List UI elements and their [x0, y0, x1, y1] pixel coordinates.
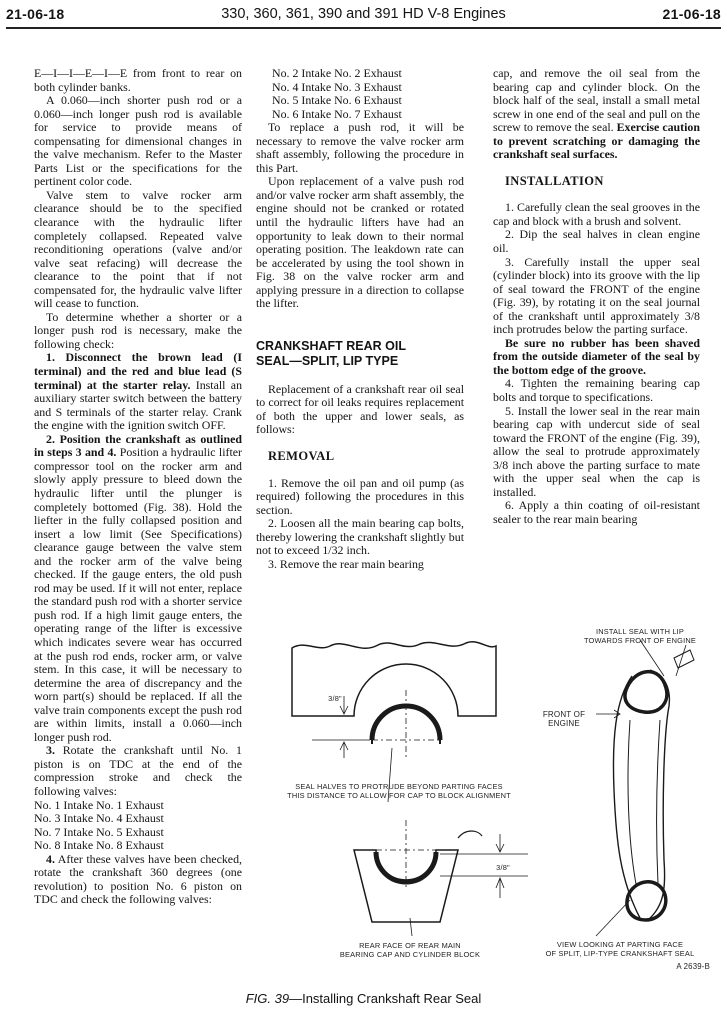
label-line: VIEW LOOKING AT PARTING FACE: [556, 940, 684, 949]
paragraph-text: cap, and remove the oil seal from the bearing cap and cylinder block. On the block half of the seal, install a small metal screw in one end of the seal and pull on the screw to remove the seal.: [493, 66, 700, 135]
step-4-text: After these valves have been checked, rotate the crankshaft 360 degrees (one revolution) to position No. 6 piston on TDC and check the following valves:: [34, 851, 242, 907]
installation-heading: INSTALLATION: [505, 173, 604, 188]
removal-step: 2. Loosen all the main bearing cap bolts, thereby lowering the crankshaft slightly but not to exceed 1/32 inch.: [256, 516, 464, 558]
install-step: 6. Apply a thin coating of oil-resistant sealer to the rear main bearing: [493, 498, 700, 526]
paragraph: Upon replacement of a valve push rod and/or valve rocker arm shaft assembly, the engine should not be cranked or rotated until the hydraulic lifters have had an opportunity to leak down to their normal operating position. The leakdown rate can be accelerated by using the tool shown in Fig. 38 on the valve rocker arm and applying pressure in a direction to collapse the lifter.: [256, 174, 464, 311]
valve-row: No. 5 Intake No. 6 Exhaust: [272, 93, 402, 108]
figure-label-view: [520, 940, 720, 958]
label-line: SEAL HALVES TO PROTRUDE BEYOND PARTING FACES: [295, 782, 503, 791]
figure-label-front: FRONT OF ENGINE: [542, 710, 586, 728]
paragraph: Replacement of a crankshaft rear oil seal to correct for oil leaks requires replacement of both the upper and lower seals, as follows:: [256, 381, 464, 437]
paragraph: E—I—I—E—I—E from front to rear on both cylinder banks.: [34, 66, 242, 94]
install-step: 3. Carefully install the upper seal (cylinder block) into its groove with the lip of seal toward the FRONT of the engine (Fig. 39), by rotating it on the seal journal of the crankshaft until approximately 3/8 inch protrudes below the parting surface.: [493, 254, 700, 337]
dimension-label-top: 3/8": [328, 694, 342, 703]
cylinder-block-outline: [292, 642, 496, 716]
paragraph: To replace a push rod, it will be necessary to remove the valve rocker arm shaft assembly, following the procedure in this Part.: [256, 120, 464, 175]
caution-text: Exercise caution to prevent scratching or damaging the crankshaft seal surfaces.: [493, 120, 700, 162]
step-3-heading: 3.: [46, 743, 55, 758]
valve-row: No. 8 Intake No. 8 Exhaust: [34, 838, 164, 853]
install-step: 1. Carefully clean the seal grooves in the cap and block with a brush and solvent.: [493, 200, 700, 228]
removal-heading: REMOVAL: [268, 449, 335, 464]
label-line: THIS DISTANCE TO ALLOW FOR CAP TO BLOCK ALIGNMENT: [287, 791, 511, 800]
section-title: CRANKSHAFT REAR OIL: [256, 338, 406, 353]
step-3-text: Rotate the crankshaft until No. 1 piston is on TDC at the end of the compression stroke and check the following valves:: [34, 743, 242, 798]
page-number-left: 21-06-18: [6, 6, 65, 22]
seal-side-view: [613, 650, 694, 920]
figure-number: FIG. 39: [245, 991, 290, 1006]
install-step: 2. Dip the seal halves in clean engine oil.: [493, 227, 700, 256]
warning-text: Be sure no rubber has been shaved from the outside diameter of the seal by the bottom edge of the groove.: [493, 335, 700, 377]
label-line: OF SPLIT, LIP-TYPE CRANKSHAFT SEAL: [545, 949, 695, 958]
paragraph: Valve stem to valve rocker arm clearance should be to the specified clearance with the hydraulic lifter completely collapsed. Repeated valve reconditioning operations (valve and/or valve seat refacing) will decrease the clearance to the point that if not compensated for, the hydraulic valve lifter will cease to function.: [34, 187, 242, 311]
figure-label-protrude: [268, 782, 530, 800]
valve-row: No. 4 Intake No. 3 Exhaust: [272, 79, 402, 94]
step-2-heading: 2. Position the crankshaft as outlined in steps 3 and 4.: [34, 431, 242, 460]
page-header-title: 330, 360, 361, 390 and 391 HD V-8 Engines: [221, 6, 506, 22]
step-4-heading: 4.: [46, 851, 55, 866]
figure-label-rear-face: [320, 941, 500, 959]
figure-label-lip: [560, 627, 720, 645]
label-line: BEARING CAP AND CYLINDER BLOCK: [339, 950, 481, 959]
label-line: TOWARDS FRONT OF ENGINE: [583, 636, 697, 645]
step-1-text: Install an auxiliary starter switch between the battery and S terminals of the starter relay. Crank the engine with the ignition switch OFF.: [34, 377, 243, 433]
paragraph: A 0.060—inch shorter push rod or a 0.060—inch longer push rod is available for service to provide means of compensating for dimensional changes in the valve mechanism. Refer to the Master Parts List or the specifications for the pertinent color code.: [34, 93, 242, 189]
figure-caption-text: —Installing Crankshaft Rear Seal: [289, 991, 482, 1006]
figure-reference: A 2639-B: [676, 962, 710, 971]
page-number-right: 21-06-18: [662, 6, 721, 22]
removal-step: 3. Remove the rear main bearing: [268, 556, 424, 571]
valve-row: No. 2 Intake No. 2 Exhaust: [272, 66, 402, 80]
valve-row: No. 3 Intake No. 4 Exhaust: [34, 811, 164, 826]
valve-row: No. 1 Intake No. 1 Exhaust: [34, 797, 164, 812]
install-step: 5. Install the lower seal in the rear main bearing cap with undercut side of seal toward the FRONT of the engine (Fig. 39), allow the seal to protrude approximately 3/8 inch above the parting surface to mate with the upper seal when the cap is installed.: [493, 403, 700, 499]
paragraph: To determine whether a shorter or a longer push rod is necessary, make the following check:: [34, 309, 242, 351]
section-title: SEAL—SPLIT, LIP TYPE: [256, 353, 399, 368]
dimension-label-bottom: 3/8": [496, 863, 510, 872]
figure-caption: [0, 991, 727, 1006]
valve-row: No. 7 Intake No. 5 Exhaust: [34, 824, 164, 839]
label-line: INSTALL SEAL WITH LIP: [595, 627, 685, 636]
install-step: 4. Tighten the remaining bearing cap bolts and torque to specifications.: [493, 376, 700, 405]
label-line: REAR FACE OF REAR MAIN: [359, 941, 461, 950]
step-1-heading: 1. Disconnect the brown lead (I terminal) and the red and blue lead (S terminal) at the starter relay.: [34, 350, 242, 392]
step-2-text: Position a hydraulic lifter compressor tool on the rocker arm and slowly apply pressure to bleed down the hydraulic lifter until the plunger is completely bottomed (Fig. 38). Hold the liefter in the fully collapsed position and insert a low limit (See Specifications) clearance gauge between the valve stem and the rocker arm of the valve being checked. If the gauge enters, the old push rod may be used. If it will not enter, replace the standard push rod with a shorter service push rod. If a high limit gauge enters, the operating range of the lifter is excessive which indicates severe wear has occurred at the push rod ends, rocker arm, or valve stem. In this case, it will be necessary to determine the area of discrepancy and the worn part(s) should be replaced. If all the valve train components except the push rod are within limits, install a 0.060—inch longer push rod.: [34, 445, 242, 744]
removal-step: 1. Remove the oil pan and oil pump (as required) following the procedures in this section.: [256, 475, 464, 517]
valve-row: No. 6 Intake No. 7 Exhaust: [272, 106, 402, 121]
